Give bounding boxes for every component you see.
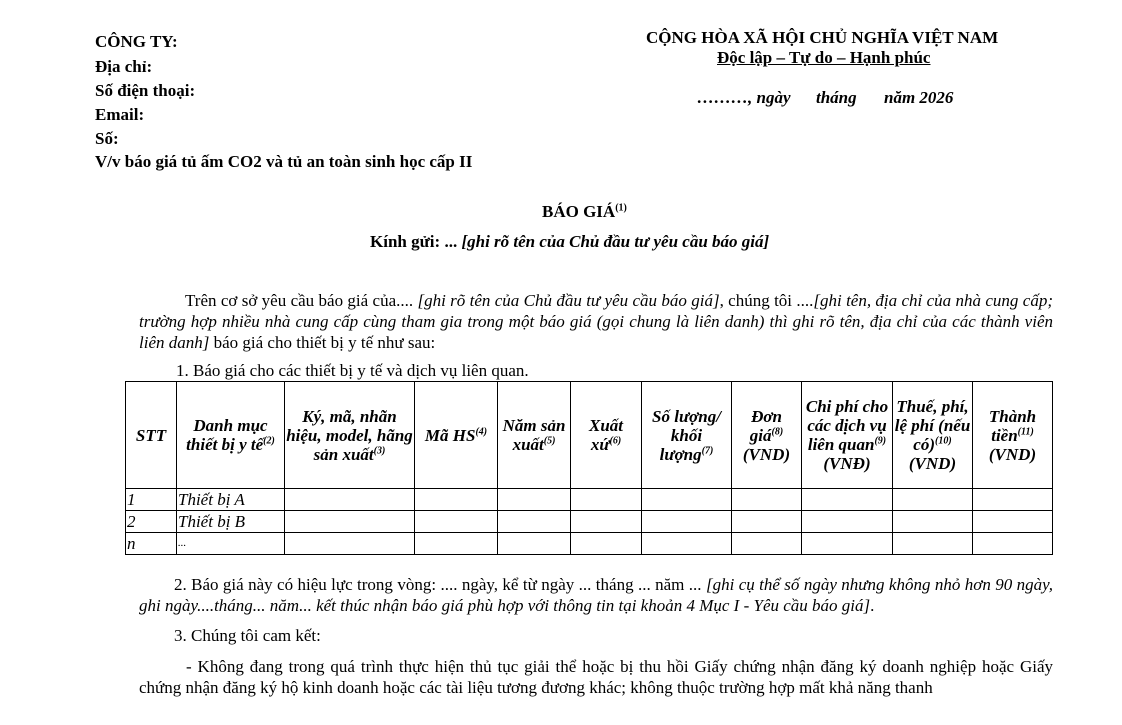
table-header-row (126, 382, 1053, 489)
recipient-label: Kính gửi: ... (370, 232, 462, 251)
number-label: Số: (95, 129, 119, 148)
quote-table (125, 381, 1053, 555)
date-place: ………, ngày (697, 88, 791, 107)
table-row (126, 511, 1053, 533)
date-year: năm 2026 (884, 88, 954, 107)
cell-device: Thiết bị A (177, 489, 285, 511)
intro-text-1: Trên cơ sở yêu cầu báo giá của.... (185, 291, 418, 310)
header-total: Thành tiền$^{(11)}$ (VND) (973, 382, 1053, 489)
header-service-cost: Chi phí cho các dịch vụ liên quan$^{(9)}$ (VNĐ) (802, 382, 893, 489)
address-label: Địa chỉ: (95, 57, 153, 76)
intro-text-2: , chúng tôi .... (719, 291, 814, 310)
intro-italic-2: [ghi tên, địa chỉ của nhà cung cấp; trường hợp nhiều nhà cung cấp cùng tham gia trong một báo giá (gọi chung là liên danh) thì ghi rõ tên, địa chỉ của các thành viên liên danh] (139, 291, 1053, 352)
section-2-italic: [ghi cụ thể số ngày nhưng không nhỏ hơn 90 ngày, ghi ngày....tháng... năm... kết thúc nhận báo giá phù hợp với thông tin tại khoản 4 Mục I - Yêu cầu báo giá] (139, 575, 1054, 615)
intro-italic-1: [ghi rõ tên của Chủ đầu tư yêu cầu báo giá] (417, 291, 720, 310)
recipient-placeholder: [ghi rõ tên của Chủ đầu tư yêu cầu báo giá] (461, 232, 770, 251)
email-label: Email: (95, 105, 145, 124)
subject-line: V/v báo giá tủ ấm CO2 và tủ an toàn sinh học cấp II (95, 152, 473, 171)
header-tax: Thuế, phí, lệ phí (nếu có)$^{(10)}$ (VND) (893, 382, 973, 489)
intro-text-3: báo giá cho thiết bị y tế như sau: (209, 333, 436, 352)
cell-device: ... (177, 533, 285, 555)
section-2-end: . (870, 596, 875, 615)
company-label: CÔNG TY: (95, 32, 178, 51)
date-month: tháng (816, 88, 857, 107)
document-title (542, 202, 627, 222)
header-year: Năm sản xuất$^{(5)}$ (498, 382, 571, 489)
section-2-lead: 2. Báo giá này có hiệu lực trong vòng: .... ngày, kể từ ngày ... tháng ... năm ... (174, 575, 706, 594)
motto: Độc lập – Tự do – Hạnh phúc (717, 48, 931, 67)
header-origin: Xuất xứ$^{(6)}$ (571, 382, 642, 489)
table-row (126, 489, 1053, 511)
section-2-paragraph (139, 574, 1053, 616)
header-unit-price: Đơn giá$^{(8)}$ (VND) (732, 382, 802, 489)
recipient-line (370, 232, 769, 252)
cell-stt: n (126, 533, 177, 555)
header-quantity: Số lượng/ khối lượng$^{(7)}$ (642, 382, 732, 489)
header-device-list: Danh mục thiết bị y tế$^{(2)}$ (177, 382, 285, 489)
table-row (126, 533, 1053, 555)
header-stt: STT (126, 382, 177, 489)
cell-stt: 2 (126, 511, 177, 533)
phone-label: Số điện thoại: (95, 81, 196, 100)
country-name: CỘNG HÒA XÃ HỘI CHỦ NGHĨA VIỆT NAM (646, 28, 999, 47)
header-model: Ký, mã, nhãn hiệu, model, hãng sản xuất$^{(3)}$ (285, 382, 415, 489)
cell-device: Thiết bị B (177, 511, 285, 533)
header-hs-code: Mã HS$^{(4)}$ (415, 382, 498, 489)
title-text: BÁO GIÁ (542, 202, 616, 221)
section-1-heading: 1. Báo giá cho các thiết bị y tế và dịch vụ liên quan. (176, 361, 529, 380)
title-footnote: (1) (615, 202, 627, 214)
cell-stt: 1 (126, 489, 177, 511)
intro-paragraph (139, 290, 1053, 353)
section-3-heading: 3. Chúng tôi cam kết: (174, 626, 321, 645)
commitment-1: - Không đang trong quá trình thực hiện thủ tục giải thể hoặc bị thu hồi Giấy chứng nhận đăng ký doanh nghiệp hoặc Giấy chứng nhận đăng ký hộ kinh doanh hoặc các tài liệu tương đương khác; không thuộc trường hợp mất khả năng thanh (139, 657, 1053, 697)
